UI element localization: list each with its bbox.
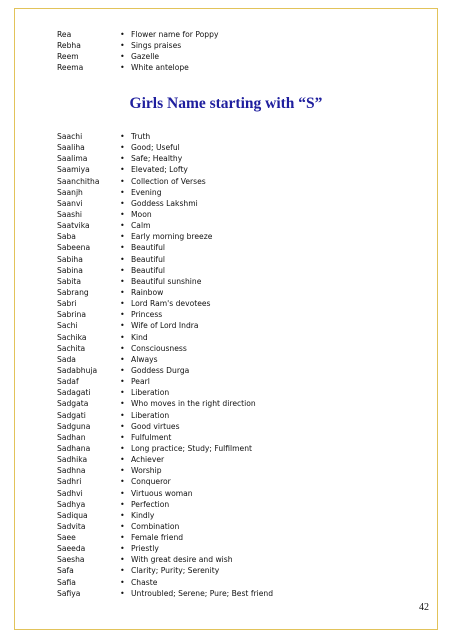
bullet-icon: • — [120, 377, 125, 387]
entry-name: Sadhri — [57, 477, 82, 487]
entry-meaning: Sings praises — [131, 41, 182, 51]
entry-meaning: Priestly — [131, 544, 159, 554]
entry-name: Saee — [57, 533, 76, 543]
bullet-icon: • — [120, 143, 125, 153]
entry-name: Safiya — [57, 588, 81, 598]
entry-meaning: With great desire and wish — [131, 555, 233, 565]
entry-meaning: Liberation — [131, 388, 170, 398]
entry-meaning: Untroubled; Serene; Pure; Best friend — [131, 588, 274, 598]
entry-meaning: Goddess Durga — [131, 365, 190, 375]
entry-name: Safa — [57, 566, 74, 576]
entry-meaning: Moon — [131, 209, 152, 219]
entry-name: Sachika — [57, 332, 87, 342]
bullet-icon: • — [120, 132, 125, 141]
bullet-icon: • — [120, 421, 125, 431]
bullet-icon: • — [120, 154, 125, 164]
entry-name: Saanchitha — [57, 176, 100, 186]
bullet-icon: • — [120, 254, 125, 264]
entry-meaning: Princess — [131, 310, 163, 320]
entry-name: Sadgati — [57, 410, 86, 420]
entry-meaning: Long practice; Study; Fulfilment — [131, 443, 252, 453]
entry-meaning: Always — [131, 354, 158, 364]
entry-meaning: Achiever — [131, 455, 165, 465]
entry-name: Saamiya — [57, 165, 90, 175]
bullet-icon: • — [120, 533, 125, 543]
bullet-icon: • — [120, 221, 125, 231]
bullet-icon: • — [120, 466, 125, 476]
entry-meaning: Kind — [131, 332, 148, 342]
entry-meaning: Kindly — [131, 510, 155, 520]
entry-name: Sadagati — [57, 388, 91, 398]
bullet-icon: • — [120, 499, 125, 509]
bullet-icon: • — [120, 388, 125, 398]
bullet-icon: • — [120, 198, 125, 208]
page-number: 42 — [419, 602, 429, 613]
entry-meaning: Virtuous woman — [131, 488, 193, 498]
section-heading: Girls Name starting with “S” — [129, 95, 323, 112]
bullet-icon: • — [120, 399, 125, 409]
bullet-icon: • — [120, 187, 125, 197]
bullet-icon: • — [120, 544, 125, 554]
bullet-icon: • — [120, 209, 125, 219]
entry-meaning: Evening — [131, 187, 162, 197]
entry-meaning: Rainbow — [131, 287, 164, 297]
bullet-icon: • — [120, 332, 125, 342]
entry-name: Sadhna — [57, 466, 86, 476]
entry-meaning: Beautiful — [131, 265, 166, 275]
entry-name: Sadhana — [57, 443, 91, 453]
entry-name: Saatvika — [57, 221, 90, 231]
entry-meaning: Flower name for Poppy — [131, 30, 219, 39]
bullet-icon: • — [120, 321, 125, 331]
entry-meaning: Good; Useful — [131, 143, 180, 153]
entry-meaning: Elevated; Lofty — [131, 165, 188, 175]
bullet-icon: • — [120, 354, 125, 364]
entry-meaning: Collection of Verses — [131, 176, 206, 186]
entry-name: Saesha — [57, 555, 85, 565]
bullet-icon: • — [120, 410, 125, 420]
entry-name: Sabiha — [57, 254, 83, 264]
bullet-icon: • — [120, 276, 125, 286]
entry-name: Sadgata — [57, 399, 89, 409]
entry-meaning: Worship — [131, 466, 162, 476]
bullet-icon: • — [120, 30, 125, 39]
entry-meaning: Early morning breeze — [131, 232, 213, 242]
entry-meaning: Goddess Lakshmi — [131, 198, 198, 208]
bullet-icon: • — [120, 343, 125, 353]
entry-name: Rea — [57, 30, 72, 39]
entry-name: Sabeena — [57, 243, 91, 253]
entry-meaning: Good virtues — [131, 421, 180, 431]
entry-name: Sadvita — [57, 521, 86, 531]
entry-meaning: Beautiful — [131, 243, 166, 253]
entry-meaning: Who moves in the right direction — [131, 399, 256, 409]
entry-meaning: Perfection — [131, 499, 170, 509]
bullet-icon: • — [120, 232, 125, 242]
entry-name: Saachi — [57, 132, 83, 141]
entry-name: Reema — [57, 63, 84, 73]
bullet-icon: • — [120, 265, 125, 275]
entry-meaning: Lord Ram's devotees — [131, 299, 211, 309]
bullet-icon: • — [120, 432, 125, 442]
entry-name: Sabri — [57, 299, 77, 309]
bullet-icon: • — [120, 176, 125, 186]
entry-name: Saeeda — [57, 544, 86, 554]
entry-meaning: Beautiful — [131, 254, 166, 264]
entry-name: Sadhya — [57, 499, 86, 509]
bullet-icon: • — [120, 243, 125, 253]
entry-meaning: Fulfulment — [131, 432, 172, 442]
bullet-icon: • — [120, 477, 125, 487]
entry-meaning: Gazelle — [131, 52, 160, 62]
entry-meaning: Clarity; Purity; Serenity — [131, 566, 220, 576]
entry-name: Saaliha — [57, 143, 85, 153]
entry-meaning: Liberation — [131, 410, 170, 420]
entry-meaning: Truth — [131, 132, 151, 141]
entry-meaning: White antelope — [131, 63, 189, 73]
entry-name: Sabrina — [57, 310, 86, 320]
entry-name: Saanvi — [57, 198, 83, 208]
entry-meaning: Chaste — [131, 577, 158, 587]
bullet-icon: • — [120, 287, 125, 297]
entry-name: Sabita — [57, 276, 82, 286]
entry-name: Reem — [57, 52, 79, 62]
entry-name: Sadhan — [57, 432, 86, 442]
entry-name: Sabina — [57, 265, 83, 275]
entry-name: Sadaf — [57, 377, 79, 387]
bullet-icon: • — [120, 310, 125, 320]
entry-meaning: Wife of Lord Indra — [131, 321, 199, 331]
bullet-icon: • — [120, 566, 125, 576]
entry-meaning: Calm — [131, 221, 151, 231]
entry-name: Saba — [57, 232, 76, 242]
bullet-icon: • — [120, 577, 125, 587]
entry-meaning: Female friend — [131, 533, 184, 543]
entry-name: Rebha — [57, 41, 81, 51]
entry-name: Sadguna — [57, 421, 91, 431]
bullet-icon: • — [120, 510, 125, 520]
entry-name: Sadiqua — [57, 510, 88, 520]
entry-name: Sada — [57, 354, 76, 364]
bullet-icon: • — [120, 555, 125, 565]
entry-name: Saashi — [57, 209, 83, 219]
bullet-icon: • — [120, 52, 125, 62]
entry-name: Sachi — [57, 321, 78, 331]
bullet-icon: • — [120, 299, 125, 309]
bullet-icon: • — [120, 365, 125, 375]
entry-meaning: Safe; Healthy — [131, 154, 183, 164]
entry-meaning: Beautiful sunshine — [131, 276, 202, 286]
entry-name: Sachita — [57, 343, 86, 353]
entry-name: Sabrang — [57, 287, 89, 297]
bullet-icon: • — [120, 443, 125, 453]
bullet-icon: • — [120, 488, 125, 498]
bullet-icon: • — [120, 41, 125, 51]
entry-name: Sadabhuja — [57, 365, 98, 375]
entry-name: Safia — [57, 577, 76, 587]
entry-meaning: Consciousness — [131, 343, 187, 353]
bullet-icon: • — [120, 165, 125, 175]
entry-name: Saalima — [57, 154, 88, 164]
bullet-icon: • — [120, 588, 125, 598]
bullet-icon: • — [120, 455, 125, 465]
entry-name: Saanjh — [57, 187, 83, 197]
entry-name: Sadhika — [57, 455, 88, 465]
entry-meaning: Combination — [131, 521, 180, 531]
entry-name: Sadhvi — [57, 488, 83, 498]
entry-meaning: Conqueror — [131, 477, 171, 487]
bullet-icon: • — [120, 63, 125, 73]
entry-meaning: Pearl — [131, 377, 150, 387]
bullet-icon: • — [120, 521, 125, 531]
